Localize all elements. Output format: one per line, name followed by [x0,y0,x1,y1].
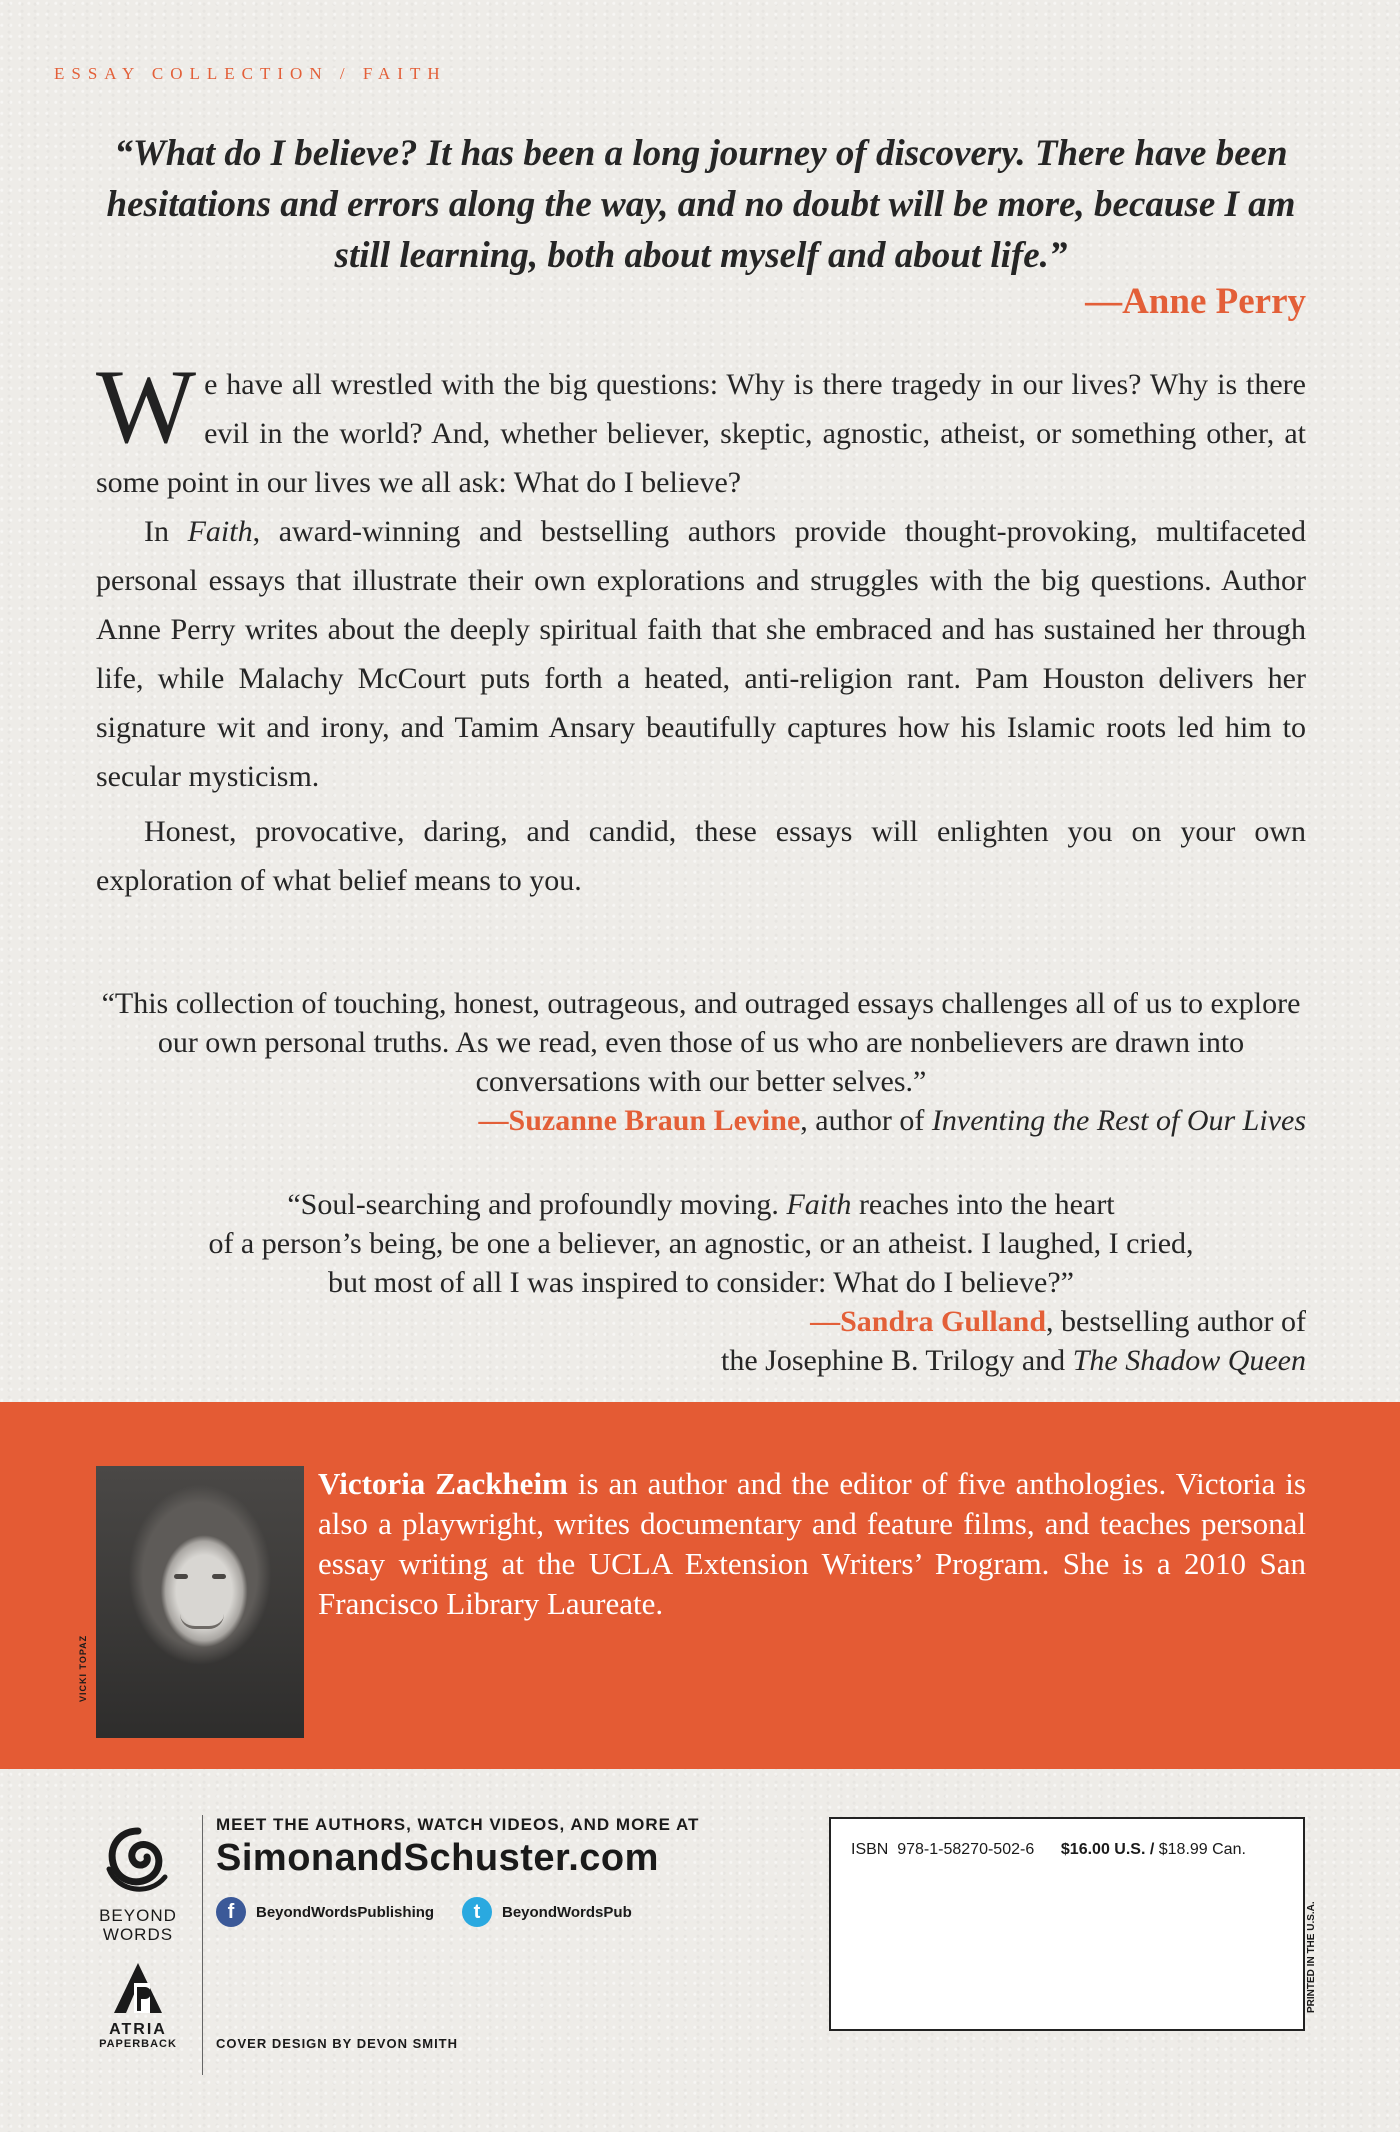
blurb-2-role: , bestselling author of [1046,1305,1306,1338]
description-para-2 [96,507,1306,801]
facebook-handle-text: BeyondWordsPublishing [256,1903,435,1921]
photo-eye-left [174,1574,188,1579]
description-para-1-text: e have all wrestled with the big questions: Why is there tragedy in our lives? Why is there evil in the world? And, whether believer, skeptic, agnostic, atheist, or something other, at some point in our lives we all ask: What do I believe? [96,368,1306,499]
price-can: $18.99 Can. [1154,1841,1246,1858]
description [96,348,1306,905]
blurb-1-book: Inventing the Rest of Our Lives [931,1104,1306,1137]
cover-design-credit: COVER DESIGN BY DEVON SMITH [216,2036,459,2051]
author-photo [96,1466,304,1738]
description-para-2-lead: In [144,515,188,548]
author-name: Victoria Zackheim [318,1466,568,1501]
isbn-box [829,1817,1305,2031]
facebook-handle[interactable] [216,1897,434,1927]
meet-authors-text: MEET THE AUTHORS, WATCH VIDEOS, AND MORE AT [216,1815,700,1834]
blurb-2-title: Faith [786,1188,852,1221]
atria-logo [92,1961,184,2050]
blurb-2-line-1-rest: reaches into the heart [851,1188,1115,1221]
isbn-label: ISBN [851,1841,889,1858]
category-label: ESSAY COLLECTION / FAITH [54,64,447,83]
isbn-line [851,1841,1246,1859]
top-quote-attribution: —Anne Perry [1085,281,1306,322]
beyond-words-logo [92,1825,184,1944]
author-bio [318,1464,1306,1624]
blurb-2 [96,1185,1306,1380]
atria-sub-label: PAPERBACK [99,2038,177,2050]
beyond-words-label-2: WORDS [102,1925,174,1944]
blurb-1 [96,984,1306,1140]
atria-label: ATRIA [109,2021,167,2038]
author-bio-band [0,1402,1400,1769]
blurb-1-role: , author of [800,1104,932,1137]
blurb-2-line-1-lead: “Soul-searching and profoundly moving. [287,1188,787,1221]
facebook-icon: f [216,1897,246,1927]
blurb-2-book: The Shadow Queen [1072,1344,1306,1377]
blurb-2-line-2: of a person’s being, be one a believer, an agnostic, or an atheist. I laughed, I cried, [208,1227,1194,1260]
description-para-1 [96,348,1306,507]
footer [0,1769,1400,2132]
blurb-2-line-3: but most of all I was inspired to consider: What do I believe?” [328,1266,1074,1299]
author-bio-text: is an author and the editor of five anthologies. Victoria is also a playwright, writes documentary and feature films, and teaches personal essay writing at the UCLA Extension Writers’ Program. She is a 2010 San Francisco Library Laureate. [318,1466,1306,1621]
website-link[interactable]: SimonandSchuster.com [216,1837,659,1879]
isbn-number: 978-1-58270-502-6 [897,1841,1035,1858]
price-us: $16.00 U.S. / [1060,1841,1155,1858]
blurb-2-name: —Sandra Gulland [810,1305,1047,1338]
photo-credit: VICKI TOPAZ [78,1634,88,1702]
blurb-2-attribution [96,1302,1306,1380]
blurb-2-text [96,1185,1306,1302]
book-title-inline: Faith [187,515,253,548]
twitter-handle-text: BeyondWordsPub [502,1903,632,1921]
twitter-handle[interactable] [462,1897,632,1927]
beyond-words-swirl-icon [103,1825,173,1897]
twitter-icon: t [462,1897,492,1927]
photo-smile [180,1614,224,1629]
blurb-2-role-2: the Josephine B. Trilogy and [721,1344,1073,1377]
blurb-1-attribution [96,1101,1306,1140]
blurb-1-name: —Suzanne Braun Levine [478,1104,801,1137]
blurb-1-text: “This collection of touching, honest, outrageous, and outraged essays challenges all of us to explore our own personal truths. As we read, even those of us who are nonbelievers are drawn into conversations with our better selves.” [101,987,1301,1098]
photo-eye-right [212,1574,226,1579]
footer-divider [202,1815,203,2075]
description-para-3: Honest, provocative, daring, and candid, these essays will enlighten you on your own exploration of what belief means to you. [96,815,1306,897]
atria-a-icon [110,1961,166,2015]
drop-cap: W [96,348,197,465]
beyond-words-label-1: BEYOND [99,1906,177,1925]
printed-in-usa: PRINTED IN THE U.S.A. [1306,1901,1317,2013]
top-quote: “What do I believe? It has been a long journey of discovery. There have been hesitations and errors along the way, and no doubt will be more, because I am still learning, both about myself and about life.” [106,133,1296,276]
description-para-2-text: , award-winning and bestselling authors provide thought-provoking, multifaceted personal essays that illustrate their own explorations and struggles with the big questions. Author Anne Perry writes about the deeply spiritual faith that she embraced and has sustained her through life, while Malachy McCourt puts forth a heated, anti-religion rant. Pam Houston delivers her signature wit and irony, and Tamim Ansary beautifully captures how his Islamic roots led him to secular mysticism. [96,515,1306,793]
